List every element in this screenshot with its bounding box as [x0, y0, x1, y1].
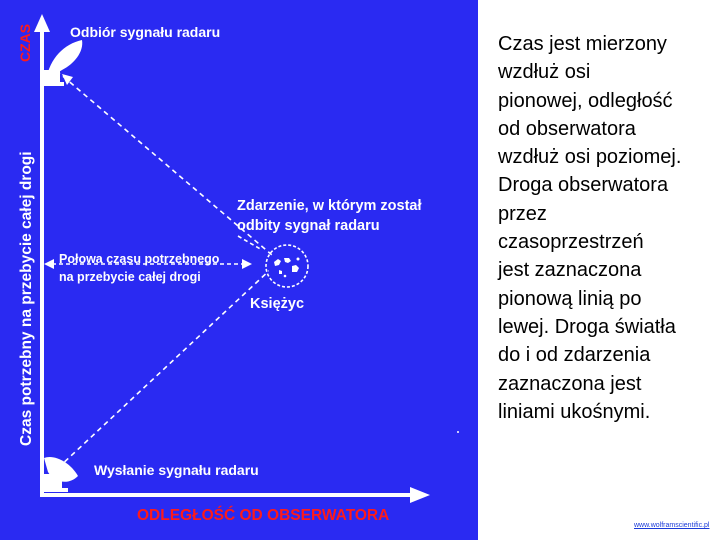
half-time-left-arrow-icon — [44, 259, 54, 269]
radar-dish-receive-icon — [42, 40, 82, 86]
send-signal-label: Wysłanie sygnału radaru — [94, 462, 259, 478]
credit-link[interactable]: www.wolframscientific.pl — [634, 522, 710, 529]
half-time-label-line-2: na przebycie całej drogi — [59, 270, 201, 284]
light-path-outgoing — [58, 268, 272, 468]
moon-icon — [266, 245, 308, 287]
x-axis-label: ODLEGŁOŚĆ OD OBSERWATORA — [137, 507, 390, 524]
half-time-label — [59, 250, 219, 286]
radar-dish-send-icon — [40, 457, 78, 492]
distance-axis-arrow-icon — [410, 487, 430, 503]
stray-dot — [457, 431, 459, 433]
half-time-label-line-1: Połowa czasu potrzebnego — [59, 252, 220, 266]
moon-label: Księżyc — [250, 296, 305, 312]
event-label-line-1: Zdarzenie, w którym został — [237, 198, 422, 214]
receive-signal-label: Odbiór sygnału radaru — [70, 24, 221, 40]
y-axis-label-czas: CZAS — [17, 23, 33, 62]
description-text: Czas jest mierzony wzdłuż osi pionowej, odległość od obserwatora wzdłuż osi poziomej. Droga obserwatora przez czasoprzestrzeń jest zaznaczona pionową linią po lewej. Droga światła do i od zdarzenia zaznaczona jest liniami ukośnymi. — [498, 33, 682, 423]
half-time-right-arrow-icon — [242, 259, 252, 269]
time-axis-arrow-icon — [34, 14, 50, 32]
event-label — [237, 196, 422, 236]
event-label-line-2: odbity sygnał radaru — [237, 218, 380, 234]
y-axis-label: Czas potrzebny na przebycie całej drogi — [18, 151, 35, 446]
